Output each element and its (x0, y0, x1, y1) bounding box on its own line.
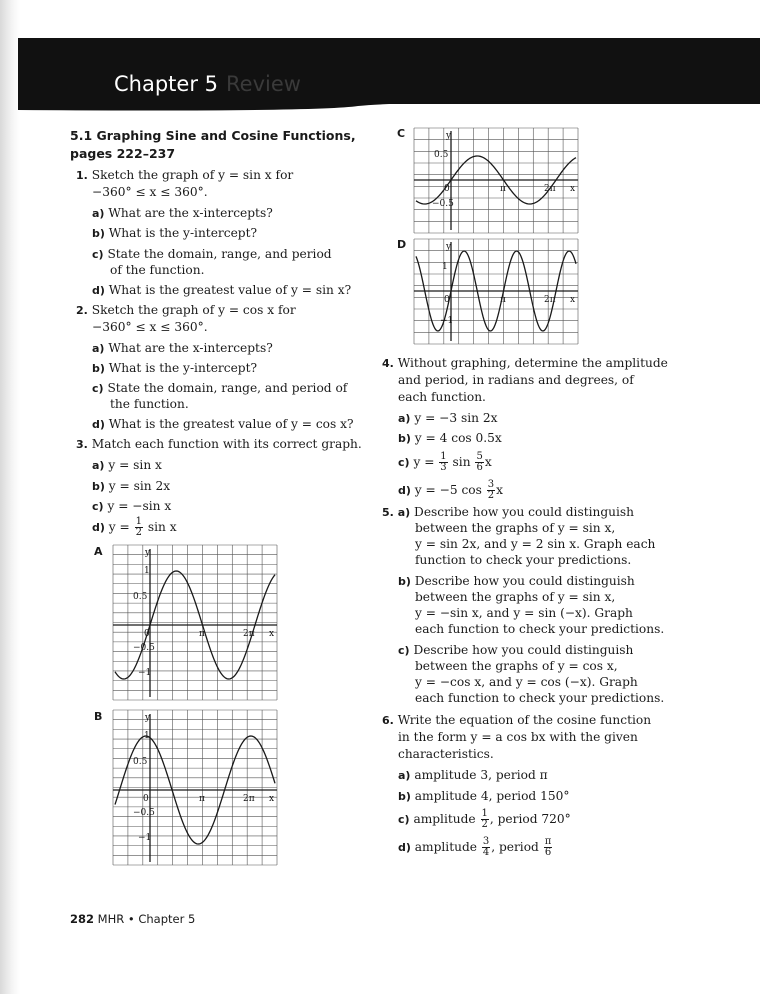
tick-label: −0.5 (133, 808, 155, 818)
q5-part-a-line: function to check your predictions. (415, 553, 632, 567)
tick-label: y (145, 548, 151, 558)
q6-stem: 6. Write the equation of the cosine function (382, 713, 652, 727)
q6-part-b: b) amplitude 4, period 150° (398, 789, 570, 803)
q6-part-c: c) amplitude $\frac{1}{2}$ , period 720° (398, 808, 571, 830)
banner-curve (18, 96, 760, 114)
q5-part-b-line: each function to check your predictions. (415, 622, 665, 636)
tick-label: −1 (138, 668, 152, 678)
q1-part-c: c) State the domain, range, and period (92, 247, 332, 261)
q2-stem: 2. Sketch the graph of y = cos x for (76, 303, 296, 317)
tick-label: 0 (144, 629, 150, 639)
graph-b-label: B (94, 710, 103, 723)
q6-part-a: a) amplitude 3, period π (398, 768, 548, 782)
tick-label: −1 (440, 316, 454, 326)
tick-label: y (446, 131, 452, 141)
tick-label: 0.5 (133, 592, 148, 602)
q5-part-c-line: each function to check your predictions. (415, 691, 665, 705)
q3-number: 3. (76, 438, 88, 451)
fraction: $\frac{3}{4}$ (482, 836, 490, 858)
q1-number: 1. (76, 169, 88, 182)
tick-label: π (199, 629, 205, 639)
q6-stem-2: in the form y = a cos bx with the given (398, 730, 638, 744)
graph-a (113, 545, 277, 700)
tick-label: −1 (138, 833, 152, 843)
tick-label: π (500, 184, 506, 194)
q4-number: 4. (382, 357, 394, 370)
fraction: $\frac{3}{2}$ (487, 479, 495, 501)
q4-stem-3: each function. (398, 390, 486, 404)
scan-edge-shadow (0, 0, 20, 994)
tick-label: x (269, 629, 275, 639)
q5-part-b-line: y = −sin x, and y = sin (−x). Graph (415, 606, 633, 620)
q3-stem: 3. Match each function with its correct graph. (76, 437, 362, 451)
q2-number: 2. (76, 304, 88, 317)
tick-label: x (570, 184, 576, 194)
q2-domain: −360° ≤ x ≤ 360°. (92, 320, 208, 334)
q1-part-a: a) What are the x-intercepts? (92, 206, 273, 220)
q3-part-d: d) y = $\frac{1}{2}$ sin x (92, 516, 177, 538)
fraction: $\frac{5}{6}$ (476, 451, 483, 473)
q5-part-b-line: between the graphs of y = sin x, (415, 590, 616, 604)
q4-part-b: b) y = 4 cos 0.5x (398, 431, 502, 445)
q2-part-c-cont: the function. (110, 397, 189, 411)
tick-label: −0.5 (133, 643, 155, 653)
q5-part-b: b) Describe how you could distinguish (398, 574, 635, 588)
q1-domain: −360° ≤ x ≤ 360°. (92, 185, 208, 199)
q1-part-c-cont: of the function. (110, 263, 205, 277)
tick-label: 2π (544, 295, 556, 305)
tick-label: y (446, 242, 452, 252)
q2-part-d: d) What is the greatest value of y = cos x? (92, 417, 354, 431)
tick-label: 0.5 (133, 757, 148, 767)
q5-part-a-line: between the graphs of y = sin x, (415, 521, 616, 535)
tick-label: x (570, 295, 576, 305)
section-pages: pages 222–237 (70, 146, 176, 161)
chapter-title (114, 72, 301, 96)
tick-label: 0 (143, 794, 149, 804)
q5-part-c-line: y = −cos x, and y = cos (−x). Graph (415, 675, 638, 689)
chapter-title-text: Chapter 5 (114, 72, 218, 96)
fraction: $\frac{1}{3}$ (440, 451, 447, 473)
tick-label: 2π (243, 629, 255, 639)
footer-text: MHR • Chapter 5 (97, 912, 196, 926)
tick-label: −0.5 (432, 199, 454, 209)
tick-label: 1 (442, 262, 448, 272)
q1-text-1: Sketch the graph of y = sin x for (91, 168, 294, 182)
q4-part-a: a) y = −3 sin 2x (398, 411, 498, 425)
q4-stem-2: and period, in radians and degrees, of (398, 373, 634, 387)
q5-part-a-line: y = sin 2x, and y = 2 sin x. Graph each (415, 537, 656, 551)
tick-label: y (145, 713, 151, 723)
q5-part-c-line: between the graphs of y = cos x, (415, 659, 618, 673)
tick-label: x (269, 794, 275, 804)
fraction: $\frac{1}{2}$ (135, 516, 143, 538)
q3-part-b: b) y = sin 2x (92, 479, 171, 493)
tick-label: 2π (243, 794, 255, 804)
tick-label: π (199, 794, 205, 804)
graph-a-label: A (94, 545, 103, 558)
fraction: $\frac{1}{2}$ (481, 808, 488, 830)
q5-part-a: 5. a) Describe how you could distinguish (382, 505, 634, 519)
chapter-review-word: Review (226, 72, 301, 96)
graph-c (414, 128, 578, 233)
graph-b (113, 710, 277, 865)
q2-part-b: b) What is the y-intercept? (92, 361, 258, 375)
q1-part-d: d) What is the greatest value of y = sin x? (92, 283, 352, 297)
fraction: $\frac{\pi}{6}$ (544, 836, 552, 858)
q6-part-d: d) amplitude $\frac{3}{4}$ , period $\frac{\pi}{6}$ (398, 836, 552, 858)
tick-label: 2π (544, 184, 556, 194)
q3-part-a: a) y = sin x (92, 458, 162, 472)
q4-part-c: c) y = $\frac{1}{3}$ sin $\frac{5}{6}$ x (398, 451, 492, 473)
section-title: 5.1 Graphing Sine and Cosine Functions, (70, 128, 356, 143)
q6-stem-3: characteristics. (398, 747, 494, 761)
tick-label: π (500, 295, 506, 305)
graph-d-label: D (397, 238, 407, 251)
q4-part-d: d) y = −5 cos $\frac{3}{2}$ x (398, 479, 504, 501)
q1-stem (76, 167, 293, 184)
q3-part-c: c) y = −sin x (92, 499, 172, 513)
q5-part-c: c) Describe how you could distinguish (398, 643, 634, 657)
tick-label: 1 (144, 566, 150, 576)
page-number: 282 (70, 912, 95, 926)
q1-part-b: b) What is the y-intercept? (92, 226, 258, 240)
q4-stem: 4. Without graphing, determine the amplitude (382, 356, 668, 370)
tick-label: 0.5 (434, 150, 449, 160)
q2-part-c: c) State the domain, range, and period of (92, 381, 348, 395)
tick-label: 0 (444, 184, 450, 194)
page-footer (70, 912, 195, 926)
q5-number: 5. (382, 506, 394, 519)
graph-d (414, 239, 578, 344)
tick-label: 1 (144, 731, 150, 741)
q6-number: 6. (382, 714, 394, 727)
q2-part-a: a) What are the x-intercepts? (92, 341, 273, 355)
tick-label: 0 (444, 295, 450, 305)
graph-c-label: C (397, 127, 406, 140)
